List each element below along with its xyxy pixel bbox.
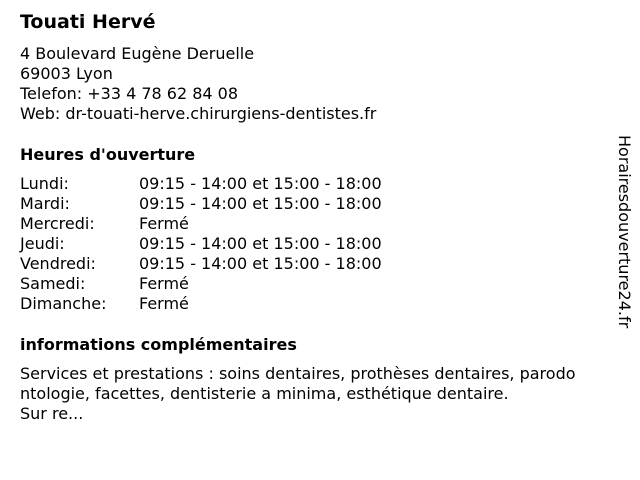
address-street: 4 Boulevard Eugène Deruelle (20, 44, 255, 63)
hours-row-thursday (20, 234, 440, 254)
day-times: 09:15 - 14:00 et 15:00 - 18:00 (139, 194, 382, 213)
day-label: Vendredi: (20, 254, 96, 273)
day-label: Samedi: (20, 274, 86, 293)
opening-hours-table (20, 174, 440, 314)
hours-row-friday (20, 254, 440, 274)
hours-row-tuesday (20, 194, 440, 214)
hours-row-saturday (20, 274, 440, 294)
day-times: Fermé (139, 294, 189, 313)
day-times: 09:15 - 14:00 et 15:00 - 18:00 (139, 234, 382, 253)
phone-number[interactable]: Telefon: +33 4 78 62 84 08 (20, 84, 239, 103)
business-name: Touati Hervé (20, 11, 156, 33)
day-times: 09:15 - 14:00 et 15:00 - 18:00 (139, 174, 382, 193)
day-label: Lundi: (20, 174, 69, 193)
hours-row-sunday (20, 294, 440, 314)
additional-info-heading: informations complémentaires (20, 335, 297, 354)
address-block (20, 44, 376, 124)
site-watermark: Horairesdouverture24.fr (615, 135, 634, 329)
day-label: Mercredi: (20, 214, 95, 233)
day-label: Mardi: (20, 194, 70, 213)
description-line: ntologie, facettes, dentisterie a minima, esthétique dentaire. (20, 384, 509, 403)
hours-row-monday (20, 174, 440, 194)
opening-hours-heading: Heures d'ouverture (20, 145, 196, 164)
website-link[interactable]: Web: dr-touati-herve.chirurgiens-dentistes.fr (20, 104, 377, 123)
day-times: 09:15 - 14:00 et 15:00 - 18:00 (139, 254, 382, 273)
description-line: Services et prestations : soins dentaires, prothèses dentaires, parodo (20, 364, 576, 383)
day-times: Fermé (139, 274, 189, 293)
day-label: Jeudi: (20, 234, 65, 253)
hours-row-wednesday (20, 214, 440, 234)
address-city: 69003 Lyon (20, 64, 113, 83)
day-times: Fermé (139, 214, 189, 233)
day-label: Dimanche: (20, 294, 107, 313)
services-description (20, 364, 625, 424)
read-more-text: Sur re... (20, 404, 84, 423)
